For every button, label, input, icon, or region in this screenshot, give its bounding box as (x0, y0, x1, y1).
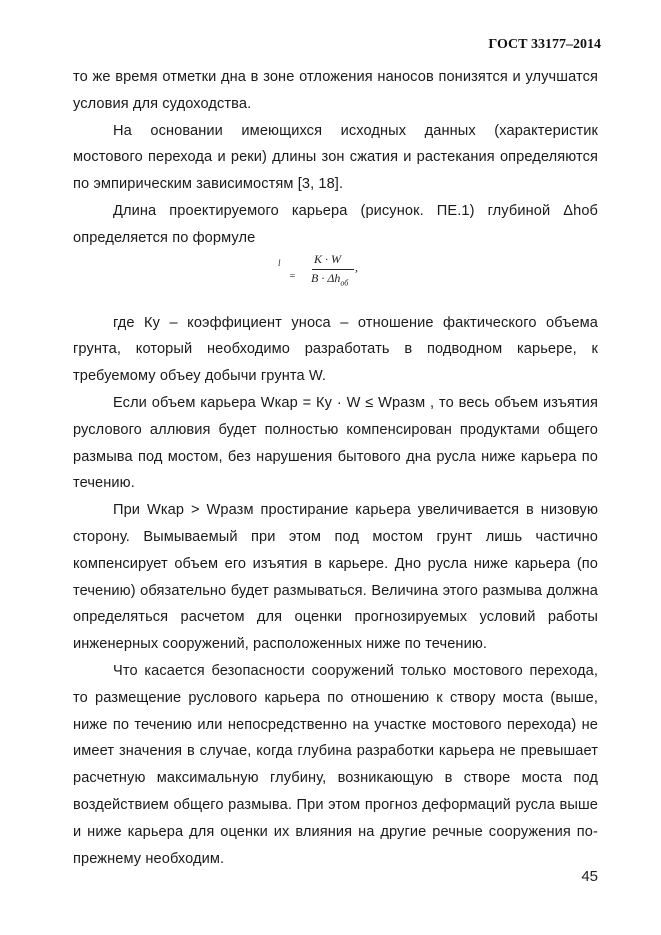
paragraph-2: На основании имеющихся исходных данных (характеристик мостового перехода и реки) длины зон сжатия и растекания определяются по эмпирическим зависимостям [3, 18]. (73, 122, 598, 193)
formula-denominator (311, 271, 348, 287)
formula-lhs: l (278, 257, 281, 268)
formula-comma: , (355, 259, 358, 274)
formula-numerator: K · W (314, 251, 341, 266)
formula-denominator-subscript: об (340, 277, 349, 287)
paragraph-5: Если объем карьера Wкар = Ку · W ≤ Wразм , то весь объем изъятия руслового аллювия будет полностью компенсирован продуктами общего размыва под мостом, без нарушения бытового дна русла ниже карьера по течению. (73, 394, 598, 492)
page-number: 45 (581, 868, 598, 885)
document-id-header: ГОСТ 33177–2014 (488, 37, 601, 52)
main-text (73, 64, 598, 872)
formula-denominator-main: B · Δh (311, 270, 341, 285)
formula-fraction-bar (312, 269, 354, 270)
paragraph-4: где Ку – коэффициент уноса – отношение фактического объема грунта, который необходимо разработать в подводном карьере, к требуемому объеу добычи грунта W. (73, 314, 598, 385)
paragraph-3: Длина проектируемого карьера (рисунок. ПЕ.1) глубиной Δhoб определяется по формуле (73, 202, 598, 246)
paragraph-6: При Wкар > Wразм простирание карьера увеличивается в низовую сторону. Вымываемый при этом под мостом грунт лишь частично компенсирует объем его изъятия в карьере. Дно русла ниже карьера (по течению) обязательно будет размываться. Величина этого размыва должна определяться расчетом для оценки прогнозируемых условий работы инженерных сооружений, расположенных ниже по течению. (73, 502, 598, 653)
formula-equals: = (289, 270, 296, 282)
paragraph-1: то же время отметки дна в зоне отложения наносов понизятся и улучшатся условия для судоходства. (73, 69, 598, 112)
quarry-length-formula (73, 252, 598, 310)
paragraph-7: Что касается безопасности сооружений только мостового перехода, то размещение руслового карьера по отношению к створу моста (выше, ниже по течению или непосредственно на участке мостового перехода) не имеет значения в случае, когда глубина разработки карьера не превышает расчетную максимальную глубину, возникающую в створе моста под воздействием общего размыва. При этом прогноз деформаций русла выше и ниже карьера для оценки их влияния на другие речные сооружения по-прежнему необходим. (73, 662, 598, 867)
